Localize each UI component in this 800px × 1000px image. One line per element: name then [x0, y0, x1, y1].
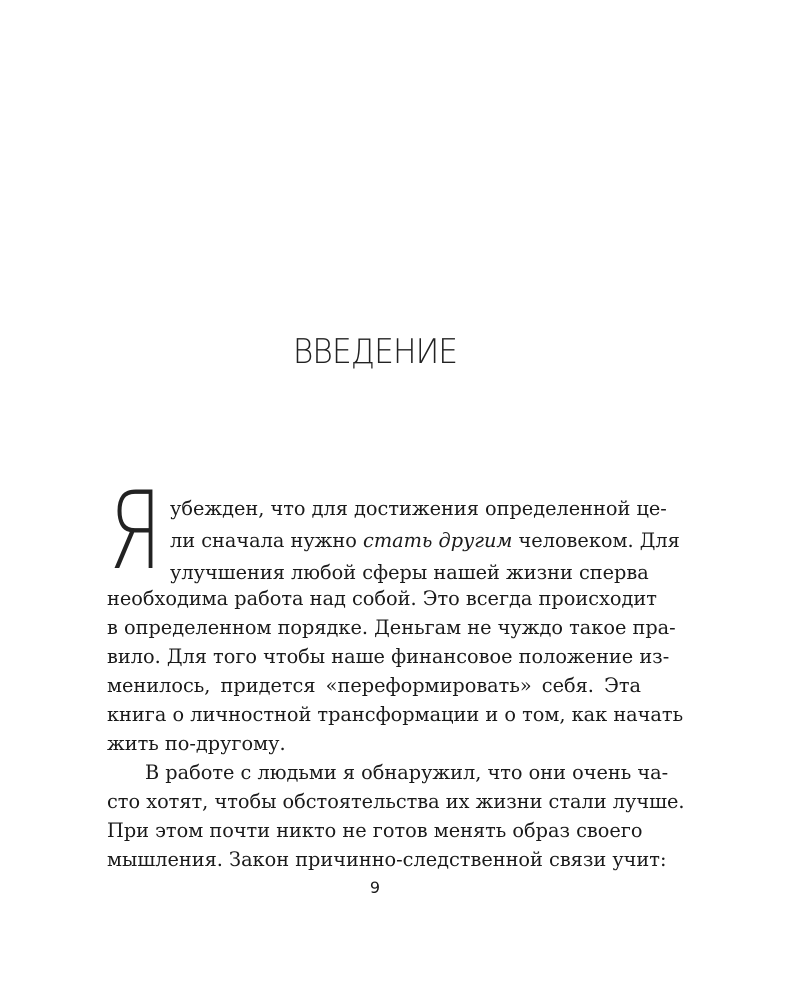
paragraph1-line2: [170, 525, 680, 557]
page-number: 9: [369, 878, 381, 897]
paragraph1-line1: убежден, что для достижения определенной це-: [170, 497, 667, 520]
line-text: ли сначала нужно: [170, 529, 364, 552]
emphasis-text: стать другим: [363, 529, 513, 552]
paragraph1-line8: книга о личностной трансформации и о том, как начать: [107, 703, 684, 726]
paragraph1-line7: менилось, придется «переформировать» себя. Эта: [107, 674, 641, 697]
paragraph2-line4: мышления. Закон причинно-следственной связи учит:: [107, 848, 667, 871]
paragraph1-line3: улучшения любой сферы нашей жизни сперва: [170, 561, 649, 584]
line-text: человеком. Для: [512, 529, 680, 552]
paragraph1-line9: жить по-другому.: [107, 732, 286, 755]
drop-cap-letter: Я: [108, 469, 163, 594]
paragraph2-line2: сто хотят, чтобы обстоятельства их жизни стали лучше.: [107, 790, 685, 813]
paragraph1-line4: необходима работа над собой. Это всегда происходит: [107, 587, 657, 610]
paragraph2-line3: При этом почти никто не готов менять образ своего: [107, 819, 643, 842]
paragraph1-line6: вило. Для того чтобы наше финансовое положение из-: [107, 645, 670, 668]
chapter-title: ВВЕДЕНИЕ: [292, 332, 458, 372]
paragraph2-line1: В работе с людьми я обнаружил, что они очень ча-: [145, 761, 669, 784]
paragraph1-line5: в определенном порядке. Деньгам не чуждо такое пра-: [107, 616, 676, 639]
